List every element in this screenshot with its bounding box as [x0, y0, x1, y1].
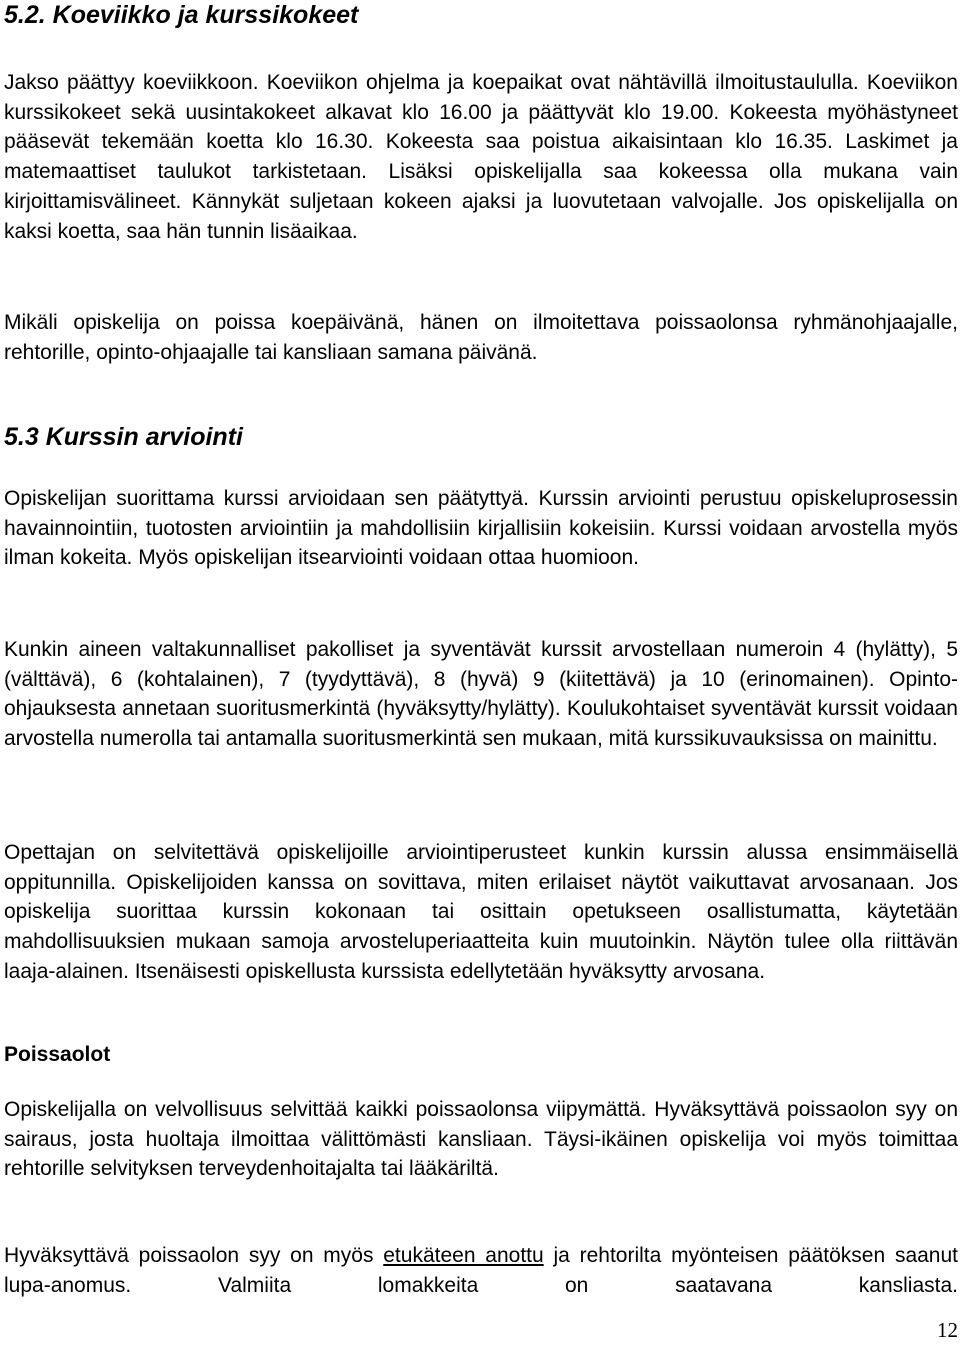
paragraph-arviointiperusteet: Opettajan on selvitettävä opiskelijoille arviointiperusteet kunkin kurssin alussa ensimmäisellä oppitunnilla. Opiskelijoiden kanssa on sovittava, miten erilaiset näytöt vaikuttavat arvosanaan. Jos opiskelija suorittaa kurssin kokonaan tai osittain opetukseen osallistumatta, käytetään mahdollisuuksien mukaan samoja arvosteluperiaatteita kuin muutoinkin. Näytön tulee olla riittävän laaja-alainen. Itsenäisesti opiskellusta kurssista edellytetään hyväksytty arvosana.: [4, 841, 958, 983]
paragraph-arviointi-perustuu: Opiskelijan suorittama kurssi arvioidaan sen päätyttyä. Kurssin arviointi perustuu opiskeluprosessin havainnointiin, tuotosten arviointiin ja mahdollisiin kirjallisiin kokeisiin. Kurssi voidaan arvostella myös ilman kokeita. Myös opiskelijan itsearviointi voidaan ottaa huomioon.: [4, 487, 958, 570]
paragraph-poissaolot-anomus: [4, 1241, 958, 1300]
paragraph-arvosanat: Kunkin aineen valtakunnalliset pakolliset ja syventävät kurssit arvostellaan numeroin 4 (hylätty), 5 (välttävä), 6 (kohtalainen), 7 (tyydyttävä), 8 (hyvä) 9 (kiitettävä) ja 10 (erinomainen). Opinto-ohjauksesta annetaan suoritusmerkintä (hyväksytty/hylätty). Koulukohtaiset syventävät kurssit voidaan arvostella numerolla tai antamalla suoritusmerkintä sen mukaan, mitä kurssikuvauksissa on mainittu.: [4, 638, 958, 751]
paragraph-poissaolot-selvitys: Opiskelijalla on velvollisuus selvittää kaikki poissaolonsa viipymättä. Hyväksyttävä poissaolon syy on sairaus, josta huoltaja ilmoittaa välittömästi kansliaan. Täysi-ikäinen opiskelija voi myös toimittaa rehtorille selvityksen terveydenhoitajalta tai lääkäriltä.: [4, 1098, 958, 1181]
paragraph-koeviikko: Jakso päättyy koeviikkoon. Koeviikon ohjelma ja koepaikat ovat nähtävillä ilmoitustaululla. Koeviikon kurssikokeet sekä uusintakokeet alkavat klo 16.00 ja päättyvät klo 19.00. Kokeesta myöhästyneet pääsevät tekemään koetta klo 16.30. Kokeesta saa poistua aikaisintaan klo 16.35. Laskimet ja matemaattiset taulukot tarkistetaan. Lisäksi opiskelijalla saa kokeessa olla mukana vain kirjoittamisvälineet. Kännykät suljetaan kokeen ajaksi ja luovutetaan valvojalle. Jos opiskelijalla on kaksi koetta, saa hän tunnin lisäaikaa.: [4, 71, 958, 243]
anomus-text-after: ja rehtorilta myönteisen päätöksen saanut lupa-anomus. Valmiita lomakkeita on saatavana kansliasta.: [4, 1244, 959, 1297]
section-heading-kurssin-arviointi: 5.3 Kurssin arviointi: [4, 423, 243, 451]
section-heading-koeviikko: 5.2. Koeviikko ja kurssikokeet: [4, 1, 359, 29]
page-number: 12: [937, 1318, 958, 1342]
anomus-text-before: Hyväksyttävä poissaolon syy on myös: [4, 1244, 384, 1267]
section-heading-poissaolot: Poissaolot: [4, 1043, 111, 1066]
paragraph-poissa-koepaivana: Mikäli opiskelija on poissa koepäivänä, hänen on ilmoitettava poissaolonsa ryhmänohjaajalle, rehtorille, opinto-ohjaajalle tai kansliaan samana päivänä.: [4, 311, 958, 364]
etukateen-anottu-link[interactable]: etukäteen anottu: [383, 1244, 544, 1267]
